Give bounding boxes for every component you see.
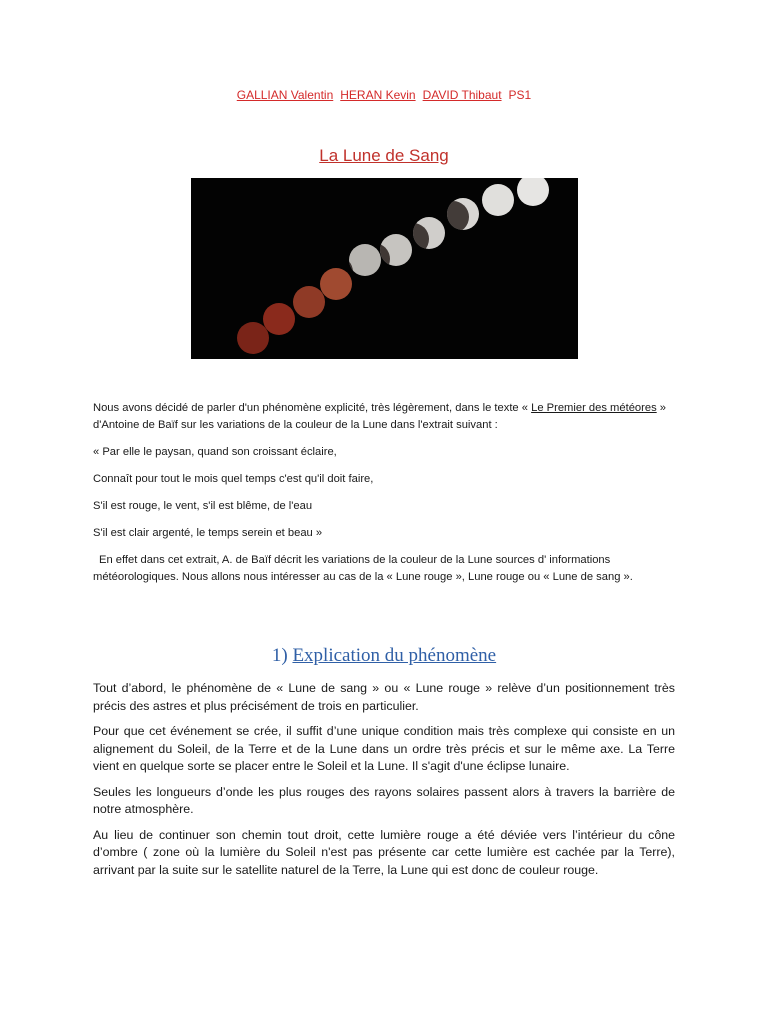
moon-phase xyxy=(293,286,325,318)
verse-line: S'il est clair argenté, le temps serein et beau » xyxy=(93,527,323,539)
intro-paragraph-2: En effet dans cet extrait, A. de Baïf décrit les variations de la couleur de la Lune sources d' informations météorologiques. Nous allons nous intéresser au cas de la « Lune rouge », Lune rouge ou « Lune de sang ». xyxy=(93,554,633,583)
moon-phase xyxy=(320,268,352,300)
verse-line: « Par elle le paysan, quand son croissant éclaire, xyxy=(93,446,337,458)
moon-phase xyxy=(517,178,549,206)
author-name: GALLIAN Valentin xyxy=(236,88,334,102)
moon-sequence-image xyxy=(191,178,578,359)
body-paragraph: Tout d’abord, le phénomène de « Lune de sang » ou « Lune rouge » relève d’un positionnement très précis des astres et plus précisément de trois en particulier. xyxy=(93,681,675,713)
document-title: La Lune de Sang xyxy=(319,146,449,165)
author-name: HERAN Kevin xyxy=(340,88,416,102)
intro-paragraph xyxy=(93,400,683,434)
intro-text: » d'Antoine de Baïf sur les variations de la couleur de la Lune dans l'extrait suivant : xyxy=(93,402,667,431)
lunar-eclipse-photo xyxy=(191,178,578,359)
moon-phase xyxy=(237,322,269,354)
moon-phase xyxy=(482,184,514,216)
section-body xyxy=(93,680,675,887)
section-title: Explication du phénomène xyxy=(292,645,497,666)
section-heading xyxy=(0,645,768,667)
intro-section xyxy=(93,400,683,596)
author-line xyxy=(0,88,768,102)
verse-line: Connaît pour tout le mois quel temps c'est qu'il doit faire, xyxy=(93,473,374,485)
author-name: DAVID Thibaut xyxy=(422,88,502,102)
section-number: 1) xyxy=(271,645,288,666)
work-title-link[interactable]: Le Premier des météores xyxy=(531,402,657,414)
intro-text: Nous avons décidé de parler d'un phénomène explicité, très légèrement, dans le texte « xyxy=(93,402,532,414)
body-paragraph: Pour que cet événement se crée, il suffit d’une unique condition mais très complexe qui consiste en un alignement du Soleil, de la Terre et de la Lune dans un ordre très précis et sur le même axe. La Terre vient en quelque sorte se placer entre le Soleil et la Lune. Il s'agit d'une éclipse lunaire. xyxy=(93,724,675,773)
body-paragraph: Au lieu de continuer son chemin tout droit, cette lumière rouge a été déviée vers l’intérieur du cône d’ombre ( zone où la lumière du Soleil n'est pas présente car cette lumière est cachée par la Terre), arrivant par la suite sur le satellite naturel de la Terre, la Lune qui est donc de couleur rouge. xyxy=(93,827,675,877)
verse-line: S'il est rouge, le vent, s'il est blême, de l'eau xyxy=(93,500,313,512)
moon-phase xyxy=(263,303,295,335)
class-label: PS1 xyxy=(508,88,532,102)
body-paragraph: Seules les longueurs d’onde les plus rouges des rayons solaires passent alors à travers la barrière de notre atmosphère. xyxy=(93,784,675,816)
